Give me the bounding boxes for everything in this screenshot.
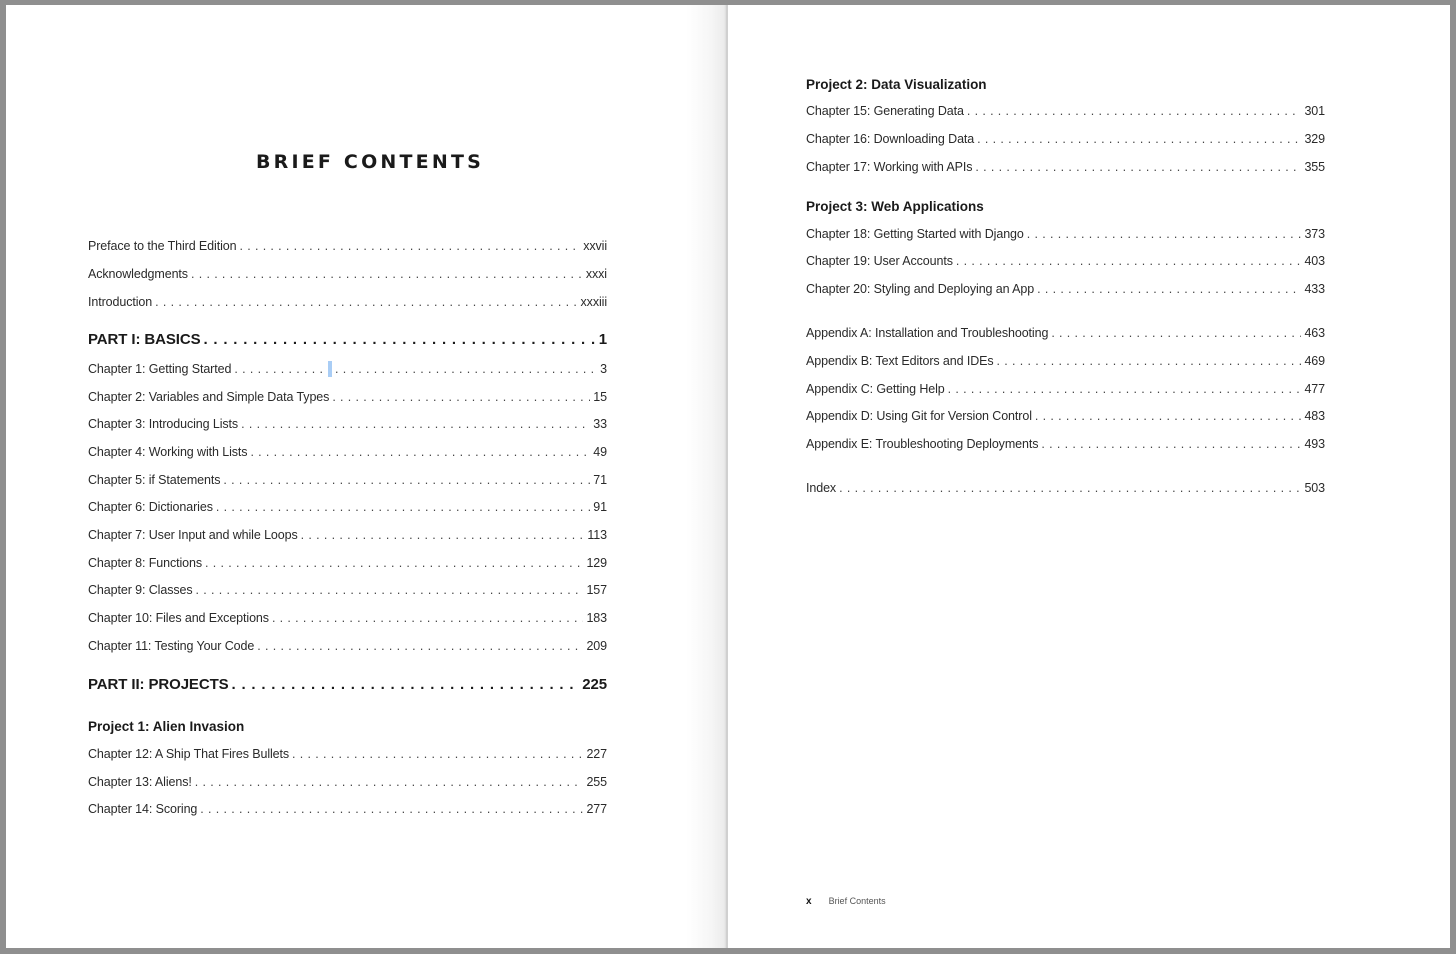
toc-entry-chapter-20[interactable] bbox=[806, 282, 1325, 302]
entry-label: Chapter 15: Generating Data bbox=[806, 104, 967, 118]
dot-leader bbox=[200, 802, 583, 816]
entry-page: 183 bbox=[586, 611, 607, 625]
entry-page: 91 bbox=[593, 500, 607, 514]
entry-page: 403 bbox=[1304, 254, 1325, 268]
entry-label: Appendix A: Installation and Troubleshooting bbox=[806, 326, 1051, 340]
dot-leader bbox=[241, 417, 590, 431]
dot-leader bbox=[1035, 409, 1302, 423]
entry-label: Appendix B: Text Editors and IDEs bbox=[806, 354, 997, 368]
entry-label: Chapter 1: Getting Started bbox=[88, 362, 234, 376]
document-spread bbox=[6, 5, 1450, 948]
dot-leader bbox=[250, 445, 590, 459]
toc-entry-appendix-e[interactable] bbox=[806, 437, 1325, 457]
dot-leader bbox=[232, 676, 580, 693]
entry-label: Chapter 13: Aliens! bbox=[88, 775, 195, 789]
toc-entry-chapter-10[interactable] bbox=[88, 611, 607, 631]
toc-entry-appendix-d[interactable] bbox=[806, 409, 1325, 429]
entry-page: 493 bbox=[1304, 437, 1325, 451]
entry-page: 483 bbox=[1304, 409, 1325, 423]
dot-leader bbox=[1027, 227, 1302, 241]
part-label: PART II: PROJECTS bbox=[88, 676, 232, 693]
project-2-heading[interactable]: Project 2: Data Visualization bbox=[806, 77, 987, 92]
dot-leader bbox=[234, 362, 597, 376]
entry-label: Chapter 20: Styling and Deploying an App bbox=[806, 282, 1037, 296]
toc-entry-chapter-12[interactable] bbox=[88, 747, 607, 767]
dot-leader bbox=[196, 583, 584, 597]
entry-label: Chapter 3: Introducing Lists bbox=[88, 417, 241, 431]
entry-page: 463 bbox=[1304, 326, 1325, 340]
entry-page: 355 bbox=[1304, 160, 1325, 174]
toc-entry-preface[interactable] bbox=[88, 239, 607, 259]
toc-entry-chapter-6[interactable] bbox=[88, 500, 607, 520]
toc-entry-introduction[interactable] bbox=[88, 295, 607, 315]
dot-leader bbox=[997, 354, 1302, 368]
entry-page: 129 bbox=[586, 556, 607, 570]
dot-leader bbox=[204, 331, 596, 348]
dot-leader bbox=[216, 500, 590, 514]
entry-label: Chapter 16: Downloading Data bbox=[806, 132, 977, 146]
toc-entry-chapter-8[interactable] bbox=[88, 556, 607, 576]
dot-leader bbox=[155, 295, 577, 309]
dot-leader bbox=[956, 254, 1302, 268]
dot-leader bbox=[948, 382, 1302, 396]
toc-entry-appendix-c[interactable] bbox=[806, 382, 1325, 402]
dot-leader bbox=[332, 390, 590, 404]
dot-leader bbox=[301, 528, 585, 542]
entry-page: 113 bbox=[587, 528, 607, 542]
toc-entry-chapter-2[interactable] bbox=[88, 390, 607, 410]
entry-label: Chapter 14: Scoring bbox=[88, 802, 200, 816]
entry-page: 477 bbox=[1304, 382, 1325, 396]
dot-leader bbox=[223, 473, 590, 487]
entry-page: 277 bbox=[586, 802, 607, 816]
toc-entry-chapter-11[interactable] bbox=[88, 639, 607, 659]
toc-entry-chapter-16[interactable] bbox=[806, 132, 1325, 152]
dot-leader bbox=[839, 481, 1301, 495]
toc-entry-chapter-17[interactable] bbox=[806, 160, 1325, 180]
entry-label: Appendix C: Getting Help bbox=[806, 382, 948, 396]
entry-page: 49 bbox=[593, 445, 607, 459]
toc-entry-chapter-18[interactable] bbox=[806, 227, 1325, 247]
entry-page: 3 bbox=[600, 362, 607, 376]
toc-entry-chapter-14[interactable] bbox=[88, 802, 607, 822]
entry-label: Index bbox=[806, 481, 839, 495]
part-label: PART I: BASICS bbox=[88, 331, 204, 348]
dot-leader bbox=[967, 104, 1302, 118]
page-title: BRIEF CONTENTS bbox=[255, 151, 485, 173]
project-3-heading[interactable]: Project 3: Web Applications bbox=[806, 199, 984, 214]
entry-page: xxvii bbox=[583, 239, 607, 253]
entry-page: xxxiii bbox=[580, 295, 607, 309]
entry-label: Appendix E: Troubleshooting Deployments bbox=[806, 437, 1041, 451]
entry-page: 227 bbox=[586, 747, 607, 761]
page-footer bbox=[806, 896, 886, 907]
entry-page: 33 bbox=[593, 417, 607, 431]
entry-label: Chapter 10: Files and Exceptions bbox=[88, 611, 272, 625]
entry-label: Chapter 17: Working with APIs bbox=[806, 160, 975, 174]
entry-label: Chapter 12: A Ship That Fires Bullets bbox=[88, 747, 292, 761]
entry-label: Preface to the Third Edition bbox=[88, 239, 239, 253]
entry-page: 329 bbox=[1304, 132, 1325, 146]
dot-leader bbox=[205, 556, 583, 570]
dot-leader bbox=[239, 239, 580, 253]
dot-leader bbox=[195, 775, 584, 789]
dot-leader bbox=[191, 267, 583, 281]
toc-entry-chapter-13[interactable] bbox=[88, 775, 607, 795]
dot-leader bbox=[975, 160, 1301, 174]
toc-entry-index[interactable] bbox=[806, 481, 1325, 501]
entry-label: Acknowledgments bbox=[88, 267, 191, 281]
entry-page: xxxi bbox=[585, 267, 607, 281]
text-selection-cursor bbox=[328, 361, 332, 377]
part-page: 1 bbox=[598, 331, 607, 348]
dot-leader bbox=[257, 639, 583, 653]
right-page bbox=[728, 5, 1450, 948]
toc-entry-chapter-9[interactable] bbox=[88, 583, 607, 603]
toc-entry-acknowledgments[interactable] bbox=[88, 267, 607, 287]
toc-entry-chapter-7[interactable] bbox=[88, 528, 607, 548]
entry-label: Chapter 7: User Input and while Loops bbox=[88, 528, 301, 542]
toc-part-basics[interactable] bbox=[88, 331, 607, 355]
entry-label: Chapter 18: Getting Started with Django bbox=[806, 227, 1027, 241]
toc-entry-chapter-15[interactable] bbox=[806, 104, 1325, 124]
toc-entry-chapter-1[interactable] bbox=[88, 362, 607, 382]
toc-entry-chapter-5[interactable] bbox=[88, 473, 607, 493]
entry-label: Chapter 19: User Accounts bbox=[806, 254, 956, 268]
entry-label: Introduction bbox=[88, 295, 155, 309]
entry-page: 15 bbox=[593, 390, 607, 404]
entry-page: 503 bbox=[1304, 481, 1325, 495]
dot-leader bbox=[292, 747, 583, 761]
entry-label: Chapter 8: Functions bbox=[88, 556, 205, 570]
toc-entry-chapter-3[interactable] bbox=[88, 417, 607, 437]
dot-leader bbox=[272, 611, 584, 625]
entry-page: 71 bbox=[593, 473, 607, 487]
part-page: 225 bbox=[582, 676, 607, 693]
toc-entry-chapter-4[interactable] bbox=[88, 445, 607, 465]
toc-part-projects[interactable] bbox=[88, 676, 607, 700]
running-head: Brief Contents bbox=[828, 896, 886, 906]
entry-label: Chapter 2: Variables and Simple Data Types bbox=[88, 390, 332, 404]
entry-label: Chapter 9: Classes bbox=[88, 583, 196, 597]
toc-entry-appendix-a[interactable] bbox=[806, 326, 1325, 346]
dot-leader bbox=[977, 132, 1301, 146]
toc-entry-appendix-b[interactable] bbox=[806, 354, 1325, 374]
dot-leader bbox=[1037, 282, 1301, 296]
entry-page: 157 bbox=[586, 583, 607, 597]
entry-page: 433 bbox=[1304, 282, 1325, 296]
entry-page: 301 bbox=[1304, 104, 1325, 118]
entry-label: Chapter 6: Dictionaries bbox=[88, 500, 216, 514]
project-1-heading[interactable]: Project 1: Alien Invasion bbox=[88, 719, 245, 734]
dot-leader bbox=[1041, 437, 1301, 451]
entry-label: Chapter 11: Testing Your Code bbox=[88, 639, 257, 653]
entry-label: Appendix D: Using Git for Version Control bbox=[806, 409, 1035, 423]
entry-label: Chapter 4: Working with Lists bbox=[88, 445, 250, 459]
page-number: x bbox=[806, 896, 812, 907]
entry-label: Chapter 5: if Statements bbox=[88, 473, 223, 487]
toc-entry-chapter-19[interactable] bbox=[806, 254, 1325, 274]
entry-page: 373 bbox=[1304, 227, 1325, 241]
entry-page: 209 bbox=[586, 639, 607, 653]
dot-leader bbox=[1051, 326, 1301, 340]
left-page bbox=[6, 5, 726, 948]
entry-page: 255 bbox=[586, 775, 607, 789]
entry-page: 469 bbox=[1304, 354, 1325, 368]
